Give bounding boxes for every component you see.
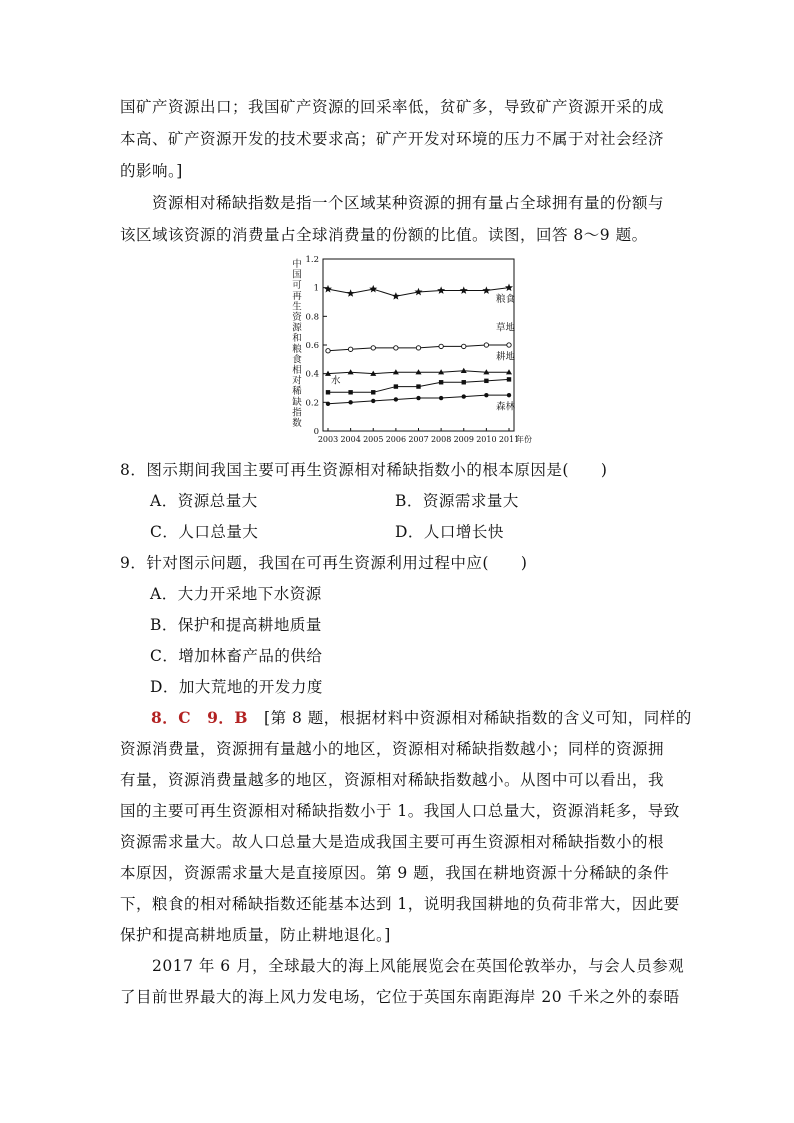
x-tick-label: 2004 bbox=[340, 435, 361, 444]
x-tick-label: 2009 bbox=[453, 435, 474, 444]
y-tick-label: 0.8 bbox=[305, 312, 319, 323]
open-circle-marker bbox=[484, 343, 488, 347]
square-marker bbox=[507, 377, 511, 381]
question-8-stem: 8．图示期间我国主要可再生资源相对稀缺指数小的根本原因是( ) bbox=[120, 461, 608, 479]
question-9-stem: 9．针对图示问题，我国在可再生资源利用过程中应( ) bbox=[120, 554, 528, 572]
y-axis-title-char: 资 bbox=[292, 312, 302, 323]
y-axis-title-char: 稀 bbox=[292, 386, 302, 398]
y-axis-title-char: 生 bbox=[292, 301, 302, 313]
scarcity-index-chart bbox=[285, 255, 555, 445]
y-axis-title-char: 相 bbox=[292, 365, 302, 376]
y-axis-title-char: 中 bbox=[292, 259, 302, 270]
text-line: 的影响。] bbox=[120, 162, 183, 180]
open-circle-marker bbox=[348, 347, 352, 351]
star-marker bbox=[369, 285, 377, 293]
open-circle-marker bbox=[416, 346, 420, 350]
open-circle-marker bbox=[326, 349, 330, 353]
open-circle-marker bbox=[371, 346, 375, 350]
open-circle-marker bbox=[462, 344, 466, 348]
y-tick-label: 1.2 bbox=[305, 255, 319, 265]
x-tick-label: 2005 bbox=[363, 435, 384, 444]
x-tick-label: 2006 bbox=[385, 435, 407, 444]
filled-circle-marker bbox=[326, 402, 330, 406]
filled-circle-marker bbox=[462, 394, 466, 398]
filled-circle-marker bbox=[348, 400, 352, 404]
x-tick-label: 2010 bbox=[476, 435, 497, 444]
star-marker bbox=[347, 289, 355, 297]
answer-key: 8．C 9．B bbox=[151, 708, 249, 727]
y-axis-title-char: 和 bbox=[292, 333, 302, 345]
y-axis-title-char: 源 bbox=[292, 322, 302, 334]
series-草地 bbox=[326, 343, 511, 353]
q9-option-c: C．增加林畜产品的供给 bbox=[150, 647, 323, 665]
star-marker bbox=[482, 286, 490, 294]
q9-option-a: A．大力开采地下水资源 bbox=[150, 585, 322, 603]
series-label: 森林 bbox=[496, 401, 516, 413]
series-耕地 bbox=[325, 368, 512, 376]
star-marker bbox=[324, 285, 332, 293]
y-axis-title-char: 指 bbox=[292, 407, 302, 419]
square-marker bbox=[371, 390, 375, 394]
text-line: 2017 年 6 月，全球最大的海上风能展览会在英国伦敦举办，与会人员参观 bbox=[120, 957, 685, 975]
y-tick-label: 0.4 bbox=[305, 369, 319, 380]
star-marker bbox=[437, 286, 445, 294]
q9-option-d: D．加大荒地的开发力度 bbox=[150, 678, 323, 696]
text-line: 资源相对稀缺指数是指一个区域某种资源的拥有量占全球拥有量的份额与 bbox=[120, 194, 665, 212]
x-axis-label: 年份 bbox=[516, 435, 532, 444]
open-circle-marker bbox=[507, 343, 511, 347]
y-axis-title bbox=[292, 258, 302, 429]
square-marker bbox=[394, 384, 398, 388]
filled-circle-marker bbox=[371, 399, 375, 403]
series-粮食 bbox=[324, 283, 513, 299]
y-tick-label: 0.2 bbox=[305, 398, 319, 409]
series-水 bbox=[326, 377, 511, 394]
answer-line: 保护和提高耕地质量，防止耕地退化。] bbox=[120, 926, 391, 944]
q8-option-b: B．资源需求量大 bbox=[395, 492, 519, 510]
star-marker bbox=[392, 292, 400, 300]
star-marker bbox=[460, 286, 468, 294]
x-tick-label: 2011 bbox=[498, 435, 520, 444]
answer-line: 本原因，资源需求量大是直接原因。第 9 题，我国在耕地资源十分稀缺的条件 bbox=[120, 864, 670, 882]
text-line: 本高、矿产资源开发的技术要求高；矿产开发对环境的压力不属于对社会经济 bbox=[120, 130, 665, 148]
series-森林 bbox=[326, 393, 511, 406]
open-circle-marker bbox=[394, 346, 398, 350]
series-label: 草地 bbox=[496, 322, 516, 334]
answer-first-line bbox=[120, 708, 692, 728]
filled-circle-marker bbox=[394, 397, 398, 401]
y-tick-label: 0 bbox=[313, 427, 319, 437]
filled-circle-marker bbox=[484, 393, 488, 397]
y-axis-title-char: 国 bbox=[292, 269, 302, 281]
filled-circle-marker bbox=[416, 396, 420, 400]
square-marker bbox=[416, 384, 420, 388]
star-marker bbox=[415, 288, 423, 296]
answer-text-start: [第 8 题，根据材料中资源相对稀缺指数的含义可知，同样的 bbox=[248, 709, 692, 727]
square-marker bbox=[439, 380, 443, 384]
answer-line: 资源需求量大。故人口总量大是造成我国主要可再生资源相对稀缺指数小的根 bbox=[120, 833, 665, 851]
square-marker bbox=[348, 390, 352, 394]
x-tick-label: 2003 bbox=[317, 435, 339, 444]
x-tick-label: 2008 bbox=[430, 435, 452, 444]
q9-option-b: B．保护和提高耕地质量 bbox=[150, 616, 322, 634]
y-axis-title-char: 缺 bbox=[292, 396, 302, 408]
open-circle-marker bbox=[439, 344, 443, 348]
text-line: 国矿产资源出口；我国矿产资源的回采率低，贫矿多，导致矿产资源开采的成 bbox=[120, 98, 665, 116]
y-tick-label: 0.6 bbox=[305, 341, 319, 351]
q8-option-c: C．人口总量大 bbox=[150, 523, 259, 541]
triangle-marker bbox=[348, 369, 354, 374]
filled-circle-marker bbox=[439, 396, 443, 400]
q8-option-a: A．资源总量大 bbox=[150, 492, 258, 510]
y-axis-title-char: 粮 bbox=[292, 343, 302, 355]
answer-line: 下，粮食的相对稀缺指数还能基本达到 1，说明我国耕地的负荷非常大，因此要 bbox=[120, 895, 680, 913]
x-tick-label: 2007 bbox=[408, 435, 429, 444]
series-label: 耕地 bbox=[496, 351, 516, 363]
q8-option-d: D．人口增长快 bbox=[395, 523, 504, 541]
y-tick-label: 1 bbox=[313, 283, 319, 294]
square-marker bbox=[462, 380, 466, 384]
y-axis-title-char: 再 bbox=[292, 290, 302, 302]
square-marker bbox=[484, 379, 488, 383]
series-label: 水 bbox=[331, 375, 341, 387]
y-axis-title-char: 食 bbox=[292, 354, 302, 366]
filled-circle-marker bbox=[507, 393, 511, 397]
chart-series bbox=[324, 283, 513, 405]
square-marker bbox=[326, 390, 330, 394]
answer-line: 资源消费量，资源拥有量越小的地区，资源相对稀缺指数越小；同样的资源拥 bbox=[120, 740, 665, 758]
y-axis-title-char: 对 bbox=[292, 375, 302, 387]
star-marker bbox=[505, 283, 513, 291]
text-line: 该区域该资源的消费量占全球消费量的份额的比值。读图，回答 8～9 题。 bbox=[120, 226, 648, 244]
answer-line: 国的主要可再生资源相对稀缺指数小于 1。我国人口总量大，资源消耗多，导致 bbox=[120, 802, 680, 820]
text-line: 了目前世界最大的海上风力发电场，它位于英国东南距海岸 20 千米之外的泰晤 bbox=[120, 988, 680, 1006]
answer-line: 有量，资源消费量越多的地区，资源相对稀缺指数越小。从图中可以看出，我 bbox=[120, 771, 665, 789]
y-axis-title-char: 数 bbox=[292, 418, 302, 429]
triangle-marker bbox=[461, 368, 467, 373]
y-axis-title-char: 可 bbox=[292, 280, 302, 292]
series-label: 粮食 bbox=[496, 294, 516, 305]
